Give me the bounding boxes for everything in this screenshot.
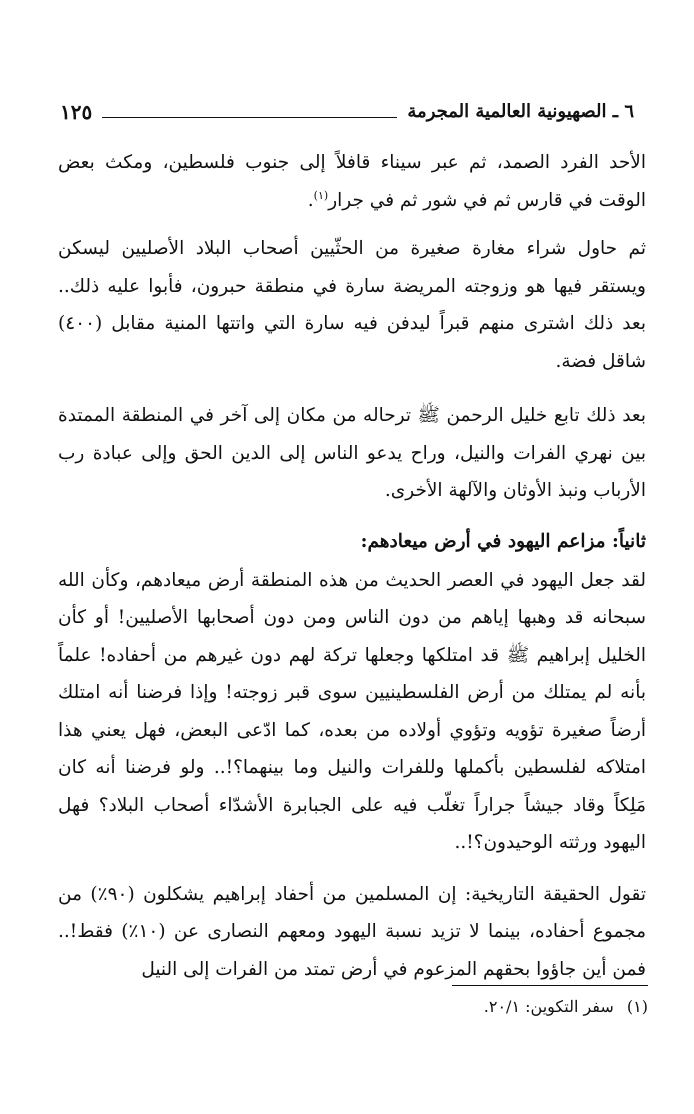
paragraph-3: بعد ذلك تابع خليل الرحمن ﷺ ترحاله من مكان إلى آخر في المنطقة الممتدة بين نهري الفرات والنيل، وراح يدعو الناس إلى الدين الحق وإلى عبادة رب الأرباب ونبذ الأوثان والآلهة الأخرى. [58,405,646,501]
paragraph-1-end: . [307,189,314,211]
footnote-text: سفر التكوين: ٢٠/١. [483,997,614,1016]
running-header-title: ٦ ـ الصهيونية العالمية المجرمة [407,101,634,122]
paragraph-1-text: الأحد الفرد الصمد، ثم عبر سيناء قافلاً إلى جنوب فلسطين، ومكث بعض الوقت في قارس ثم في شور ثم في جرار [58,152,646,211]
paragraph-4: لقد جعل اليهود في العصر الحديث من هذه المنطقة أرض ميعادهم، وكأن الله سبحانه قد وهبها إياهم من دون الناس ومن دون أصحابها الأصليين! أو كأن الخليل إبراهيم ﷺ قد امتلكها وجعلها تركة لهم دون غيرهم من أحفاده! علماً بأنه لم يمتلك من أرض الفلسطينيين سوى قبر زوجته! وإذا فرضنا أنه امتلك أرضاً صغيرة تؤويه وتؤوي أولاده من بعده، كما ادّعى البعض، فهل يعني هذا امتلاكه لفلسطين بأكملها وللفرات والنيل وما بينهما؟!.. ولو فرضنا أنه كان مَلِكاً وقاد جيشاً جراراً تغلّب فيه على الجبابرة الأشدّاء أصحاب البلاد؟ فهل اليهود ورثته الوحيدون؟!.. [58,569,646,853]
running-header [60,92,634,124]
paragraph-5: تقول الحقيقة التاريخية: إن المسلمين من أحفاد إبراهيم يشكلون (٩٠٪) من مجموع أحفاده، بينما لا تزيد نسبة اليهود ومعهم النصارى عن (١٠٪) فقط!.. فمن أين جاؤوا بحقهم المزعوم في أرض تمتد من الفرات إلى النيل [58,883,646,980]
page-body [58,144,646,988]
header-rule [102,117,397,118]
footnote-reference: (١) [313,188,329,202]
section-heading: ثانياً: مزاعم اليهود في أرض ميعادهم: [360,530,646,552]
page-number: ١٢٥ [60,100,93,124]
footnote-number: (١) [626,997,648,1016]
paragraph-2: ثم حاول شراء مغارة صغيرة من الحثّيين أصحاب البلاد الأصليين ليسكن ويستقر فيها هو وزوجته المريضة سارة في منطقة حبرون، فأبوا عليه ذلك.. بعد ذلك اشترى منهم قبراً ليدفن فيه سارة التي واتتها المنية مقابل (٤٠٠) شاقل فضة. [58,238,646,372]
paragraph-1 [58,144,646,219]
footnote [484,994,648,1020]
footnote-rule [452,985,648,986]
